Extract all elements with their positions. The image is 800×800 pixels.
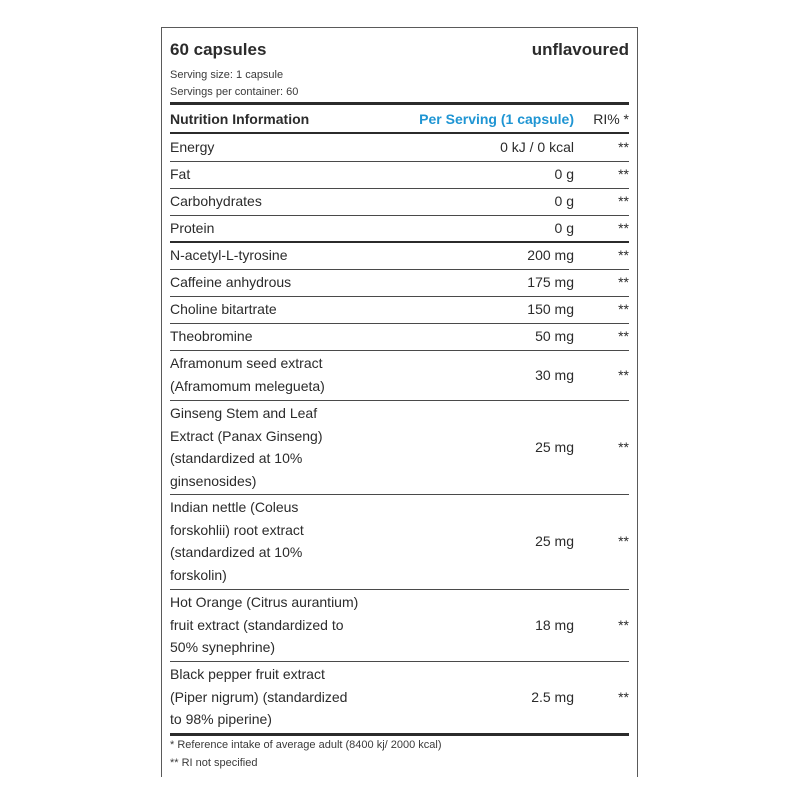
row-name-line: forskohlii) root extract — [170, 521, 304, 538]
row-divider — [170, 350, 629, 351]
row-ri: ** — [618, 274, 629, 290]
row-value: 2.5 mg — [531, 689, 574, 705]
nutrition-panel — [161, 27, 638, 777]
row-divider — [170, 215, 629, 216]
row-ri: ** — [618, 617, 629, 633]
row-divider — [170, 494, 629, 495]
row-ri: ** — [618, 193, 629, 209]
row-name-line: fruit extract (standardized to — [170, 616, 344, 633]
row-value: 25 mg — [535, 533, 574, 549]
header-row — [170, 40, 629, 64]
row-value: 200 mg — [527, 247, 574, 263]
section-divider — [170, 241, 629, 243]
row-name: Theobromine — [170, 328, 253, 344]
serving-size: Serving size: 1 capsule — [170, 69, 284, 81]
row-name: N-acetyl-L-tyrosine — [170, 247, 288, 263]
row-name-line: (Aframomum melegueta) — [170, 377, 325, 394]
table-row — [170, 136, 629, 162]
row-value: 18 mg — [535, 617, 574, 633]
column-header-ri: RI% * — [593, 111, 629, 127]
row-ri: ** — [618, 166, 629, 182]
row-ri: ** — [618, 247, 629, 263]
column-header-serving: Per Serving (1 capsule) — [419, 111, 574, 127]
table-row — [170, 496, 629, 588]
table-row — [170, 244, 629, 270]
row-name: Fat — [170, 166, 191, 182]
row-name-line: (Piper nigrum) (standardized — [170, 688, 348, 705]
row-value: 0 kJ / 0 kcal — [500, 139, 574, 155]
row-name-line: (standardized at 10% — [170, 450, 303, 466]
row-name-line: ginsenosides) — [170, 472, 257, 489]
row-name-line: Aframonum seed extract — [170, 355, 323, 371]
table-row — [170, 352, 629, 400]
row-divider — [170, 188, 629, 189]
table-header — [170, 105, 629, 132]
row-value: 50 mg — [535, 328, 574, 344]
capsule-count: 60 capsules — [170, 40, 267, 59]
row-name-line: Indian nettle (Coleus — [170, 499, 299, 515]
row-ri: ** — [618, 220, 629, 236]
table-row — [170, 663, 629, 733]
row-divider — [170, 269, 629, 270]
row-name-line: forskolin) — [170, 566, 227, 583]
row-ri: ** — [618, 689, 629, 705]
row-ri: ** — [618, 139, 629, 155]
row-value: 175 mg — [527, 274, 574, 290]
table-row — [170, 271, 629, 297]
row-ri: ** — [618, 328, 629, 344]
row-divider — [170, 296, 629, 297]
row-divider — [170, 400, 629, 401]
row-name-line: to 98% piperine) — [170, 711, 272, 727]
row-name-line: Black pepper fruit extract — [170, 666, 325, 682]
table-row — [170, 402, 629, 494]
row-value: 0 g — [554, 220, 574, 236]
row-name: Energy — [170, 139, 215, 155]
row-name-line: (standardized at 10% — [170, 544, 303, 560]
table-row — [170, 591, 629, 661]
table-row — [170, 163, 629, 189]
row-name: Protein — [170, 220, 215, 236]
table-row — [170, 325, 629, 351]
row-divider — [170, 323, 629, 324]
row-value: 150 mg — [527, 301, 574, 317]
row-name: Caffeine anhydrous — [170, 274, 292, 290]
servings-per-container: Servings per container: 60 — [170, 86, 299, 98]
row-ri: ** — [618, 301, 629, 317]
row-name-line: 50% synephrine) — [170, 639, 276, 655]
footer-divider — [170, 733, 629, 736]
row-ri: ** — [618, 533, 629, 549]
row-name: Choline bitartrate — [170, 301, 277, 317]
row-ri: ** — [618, 439, 629, 455]
row-value: 0 g — [554, 193, 574, 209]
row-value: 25 mg — [535, 439, 574, 455]
row-value: 30 mg — [535, 367, 574, 383]
table-row — [170, 190, 629, 216]
table-row — [170, 298, 629, 324]
row-ri: ** — [618, 367, 629, 383]
footnote-not-specified: ** RI not specified — [170, 757, 258, 769]
table-row — [170, 217, 629, 243]
flavour-label: unflavoured — [531, 40, 629, 59]
row-name-line: Hot Orange (Citrus aurantium) — [170, 594, 359, 610]
column-header-name: Nutrition Information — [170, 111, 310, 127]
footnote-ri: * Reference intake of average adult (8400 kj/ 2000 kcal) — [170, 739, 442, 751]
row-divider — [170, 589, 629, 590]
row-name-line: Ginseng Stem and Leaf — [170, 405, 318, 421]
row-divider — [170, 661, 629, 662]
row-name-line: Extract (Panax Ginseng) — [170, 427, 323, 444]
table-header-divider — [170, 132, 629, 134]
row-value: 0 g — [554, 166, 574, 182]
row-divider — [170, 161, 629, 162]
row-name: Carbohydrates — [170, 193, 262, 209]
